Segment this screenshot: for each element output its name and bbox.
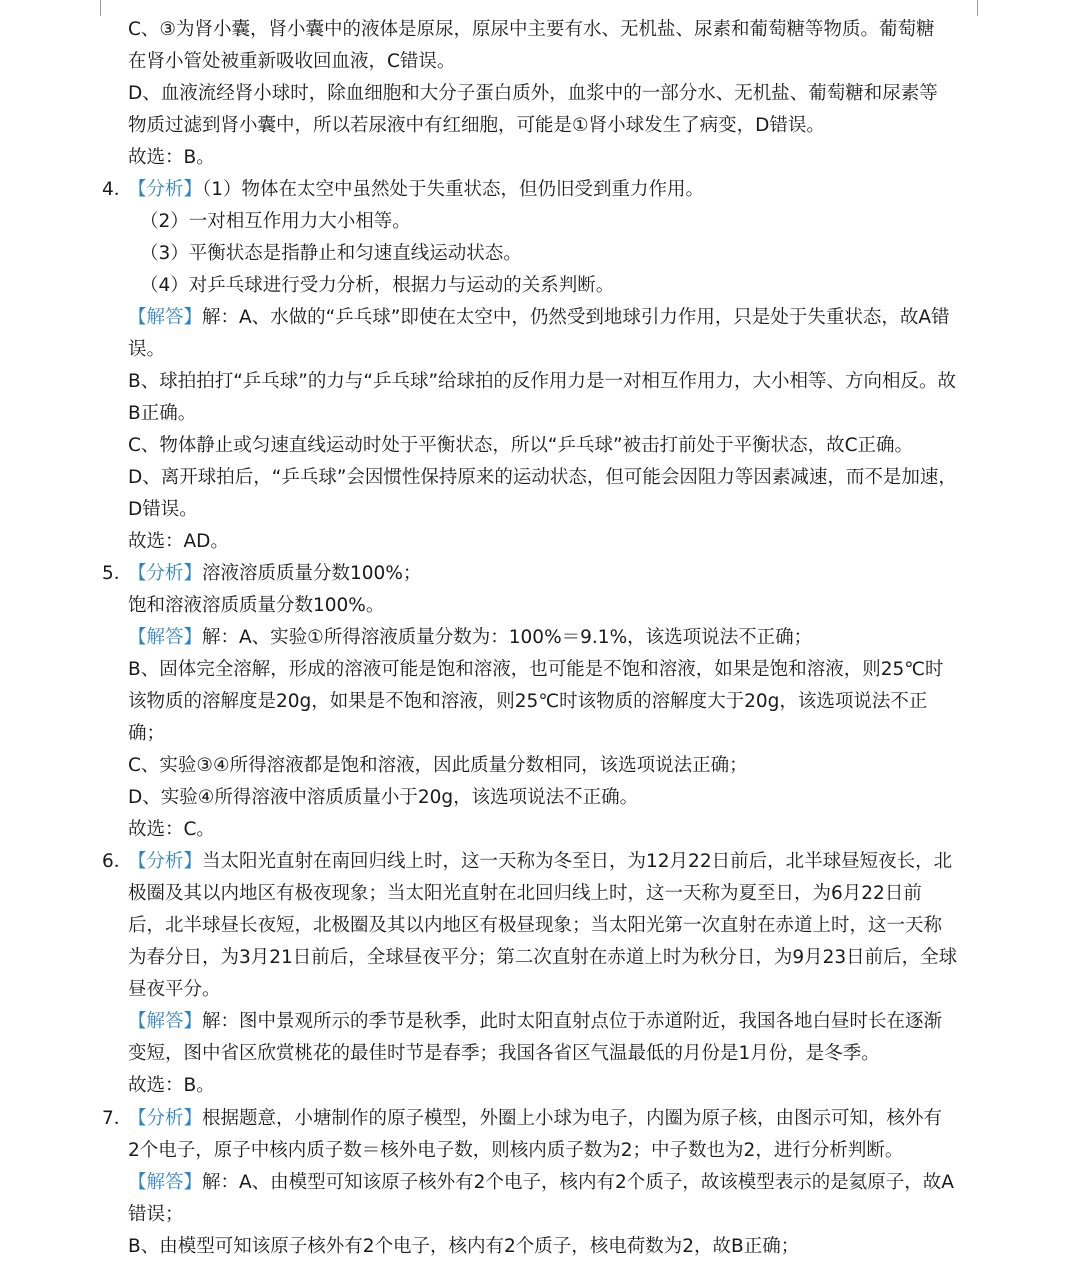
q7-answer: [128, 1167, 978, 1199]
q5-answer-line: 确；: [128, 723, 166, 744]
q7-answer-line: 错误；: [128, 1204, 184, 1225]
analysis-tag: 【分析】: [128, 563, 203, 584]
analysis-tag: 【分析】: [128, 1108, 203, 1129]
q4-answer-line: 误。: [128, 339, 166, 360]
q6-analysis-line: 为春分日，为3月21日前后，全球昼夜平分；第二次直射在赤道上时为秋分日，为9月23日前后，全球: [128, 947, 958, 968]
answer-text: 解：A、水做的“乒乓球”即使在太空中，仍然受到地球引力作用，只是处于失重状态，故A错: [202, 307, 950, 328]
q3-line: 故选：B。: [128, 147, 215, 168]
q5-answer-line: B、固体完全溶解，形成的溶液可能是饱和溶液，也可能是不饱和溶液，如果是饱和溶液，则25℃时: [128, 659, 944, 680]
question-number: 7．: [102, 1108, 133, 1129]
q3-line: D、血液流经肾小球时，除血细胞和大分子蛋白质外，血浆中的一部分水、无机盐、葡萄糖和尿素等: [128, 83, 938, 104]
analysis-text: 溶液溶质质量分数100%；: [202, 563, 422, 584]
q4-answer-line: B正确。: [128, 403, 197, 424]
answer-tag: 【解答】: [128, 307, 203, 328]
answer-text: 解：图中景观所示的季节是秋季，此时太阳直射点位于赤道附近，我国各地白昼时长在逐渐: [202, 1011, 943, 1032]
q3-line: 物质过滤到肾小囊中，所以若尿液中有红细胞，可能是①肾小球发生了病变，D错误。: [128, 115, 825, 136]
q6-analysis: [128, 846, 978, 878]
q4-analysis-line: （3）平衡状态是指静止和匀速直线运动状态。: [140, 243, 522, 264]
question-number: 5．: [102, 563, 133, 584]
q4-answer-line: D、离开球拍后，“乒乓球”会因惯性保持原来的运动状态，但可能会因阻力等因素减速，而不是加速，: [128, 467, 957, 488]
q5-answer: [128, 622, 978, 654]
analysis-tag: 【分析】: [128, 179, 203, 200]
q5-analysis: [128, 558, 978, 590]
answer-tag: 【解答】: [128, 1172, 203, 1193]
q3-line: C、③为肾小囊，肾小囊中的液体是原尿，原尿中主要有水、无机盐、尿素和葡萄糖等物质。葡萄糖: [128, 19, 935, 40]
q3-line: 在肾小管处被重新吸收回血液，C错误。: [128, 51, 456, 72]
q4-answer-line: C、物体静止或匀速直线运动时处于平衡状态，所以“乒乓球”被击打前处于平衡状态，故C正确。: [128, 435, 914, 456]
analysis-text: 当太阳光直射在南回归线上时，这一天称为冬至日，为12月22日前后，北半球昼短夜长，北: [202, 851, 953, 872]
answer-text: 解：A、由模型可知该原子核外有2个电子，核内有2个质子，故该模型表示的是氦原子，故A: [202, 1172, 954, 1193]
question-number: 4．: [102, 179, 133, 200]
q5-analysis-line: 饱和溶液溶质质量分数100%。: [128, 595, 385, 616]
q7-answer-line: B、由模型可知该原子核外有2个电子，核内有2个质子，核电荷数为2，故B正确；: [128, 1236, 800, 1257]
q6-answer: [128, 1006, 978, 1038]
analysis-text: （1）物体在太空中虽然处于失重状态，但仍旧受到重力作用。: [202, 179, 705, 200]
q7-analysis-line: 2个电子，原子中核内质子数＝核外电子数，则核内质子数为2；中子数也为2，进行分析判断。: [128, 1140, 904, 1161]
q4-answer-line: B、球拍拍打“乒乓球”的力与“乒乓球”给球拍的反作用力是一对相互作用力，大小相等、方向相反。故: [128, 371, 957, 392]
q6-analysis-line: 昼夜平分。: [128, 979, 221, 1000]
q4-answer: [128, 302, 978, 334]
q6-analysis-line: 极圈及其以内地区有极夜现象；当太阳光直射在北回归线上时，这一天称为夏至日，为6月22日前: [128, 883, 922, 904]
q5-answer-line: C、实验③④所得溶液都是饱和溶液，因此质量分数相同，该选项说法正确；: [128, 755, 748, 776]
q5-answer-line: D、实验④所得溶液中溶质质量小于20g，该选项说法不正确。: [128, 787, 639, 808]
analysis-text: 根据题意，小塘制作的原子模型，外圈上小球为电子，内圈为原子核，由图示可知，核外有: [202, 1108, 943, 1129]
q4-answer-line: D错误。: [128, 499, 198, 520]
q4-analysis-line: （2）一对相互作用力大小相等。: [140, 211, 411, 232]
answer-text: 解：A、实验①所得溶液质量分数为：100%＝9.1%，该选项说法不正确；: [202, 627, 813, 648]
q6-analysis-line: 后，北半球昼长夜短，北极圈及其以内地区有极昼现象；当太阳光第一次直射在赤道上时，这一天称: [128, 915, 943, 936]
q5-answer-line: 该物质的溶解度是20g，如果是不饱和溶液，则25℃时该物质的溶解度大于20g，该选项说法不正: [128, 691, 928, 712]
q4-analysis-line: （4）对乒乓球进行受力分析，根据力与运动的关系判断。: [140, 275, 615, 296]
answer-tag: 【解答】: [128, 1011, 203, 1032]
q5-answer-line: 故选：C。: [128, 819, 215, 840]
q4-answer-line: 故选：AD。: [128, 531, 229, 552]
question-number: 6．: [102, 851, 133, 872]
analysis-tag: 【分析】: [128, 851, 203, 872]
q7-analysis: [128, 1103, 978, 1135]
q6-answer-line: 变短，图中省区欣赏桃花的最佳时节是春季；我国各省区气温最低的月份是1月份，是冬季。: [128, 1043, 880, 1064]
answer-tag: 【解答】: [128, 627, 203, 648]
q6-answer-line: 故选：B。: [128, 1075, 215, 1096]
q4-analysis: [128, 174, 978, 206]
